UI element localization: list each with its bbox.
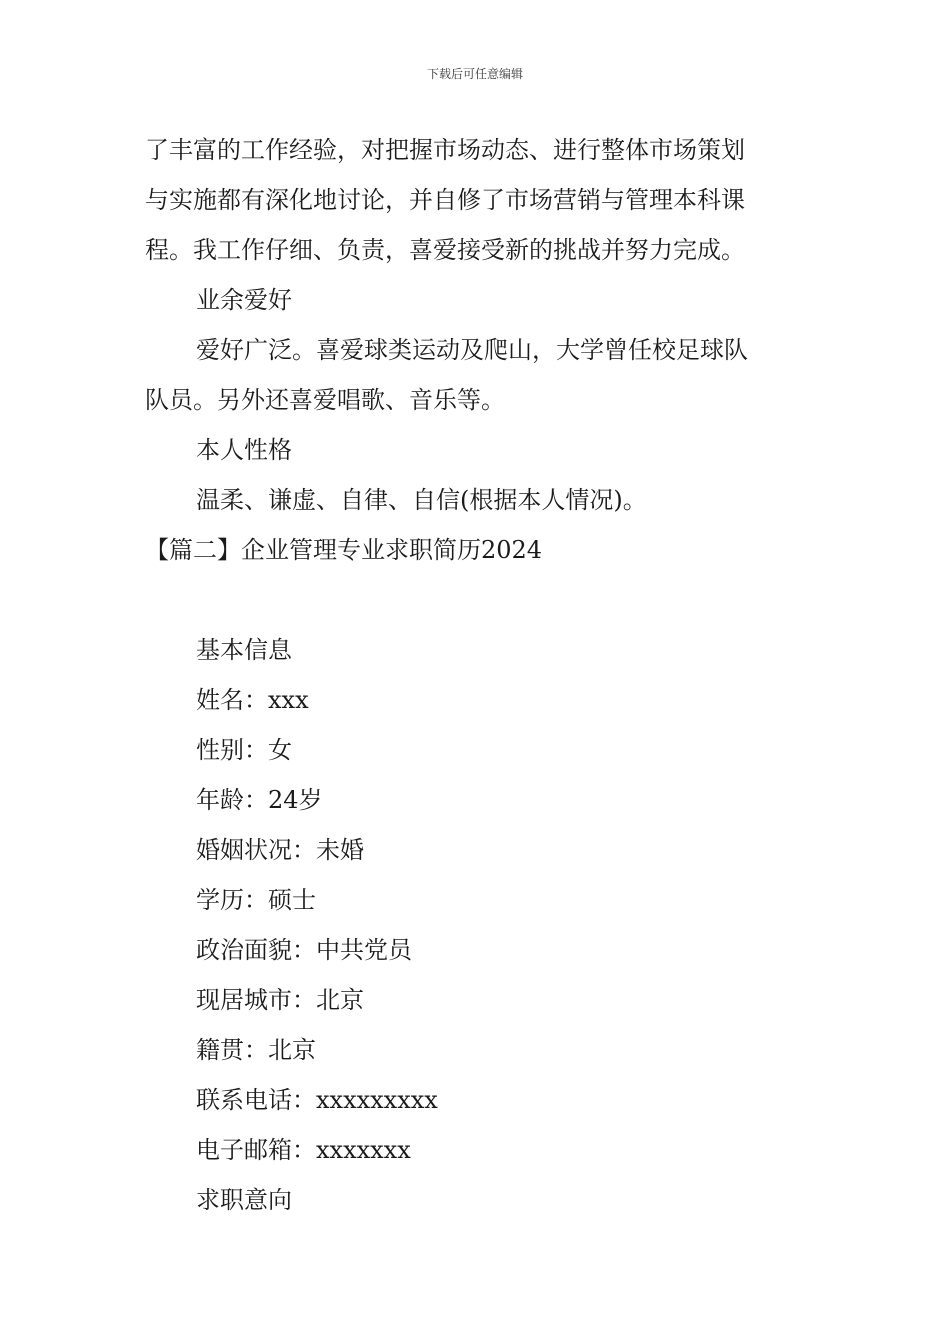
basic-info-item: 学历：硕士 [196,886,316,914]
experience-line: 程。我工作仔细、负责，喜爱接受新的挑战并努力完成。 [145,236,745,264]
blank-line [145,575,810,625]
basic-info-item: 联系电话：xxxxxxxxx [196,1086,438,1114]
basic-info-item: 性别：女 [196,736,292,764]
basic-info-item: 籍贯：北京 [196,1036,316,1064]
document-body [145,125,810,1225]
basic-info-item: 现居城市：北京 [196,986,364,1014]
experience-line: 与实施都有深化地讨论，并自修了市场营销与管理本科课 [145,186,745,214]
hobbies-line: 队员。另外还喜爱唱歌、音乐等。 [145,386,505,414]
page-header: 下载后可任意编辑 [426,67,523,81]
hobbies-line: 爱好广泛。喜爱球类运动及爬山，大学曾任校足球队 [196,336,748,364]
basic-info-item: 电子邮箱：xxxxxxx [196,1136,411,1164]
basic-info-item: 婚姻状况：未婚 [196,836,364,864]
basic-info-item: 政治面貌：中共党员 [196,936,412,964]
basic-info-item: 姓名：xxx [196,686,309,714]
personality-text: 温柔、谦虚、自律、自信(根据本人情况)。 [196,486,647,514]
personality-heading: 本人性格 [196,436,292,464]
hobbies-heading: 业余爱好 [196,286,292,314]
basic-info-heading: 基本信息 [196,636,292,664]
basic-info-item: 年龄：24岁 [196,786,323,814]
experience-line: 了丰富的工作经验，对把握市场动态、进行整体市场策划 [145,136,745,164]
job-intention-heading: 求职意向 [196,1186,292,1214]
section-two-title: 【篇二】企业管理专业求职简历2024 [145,536,543,564]
